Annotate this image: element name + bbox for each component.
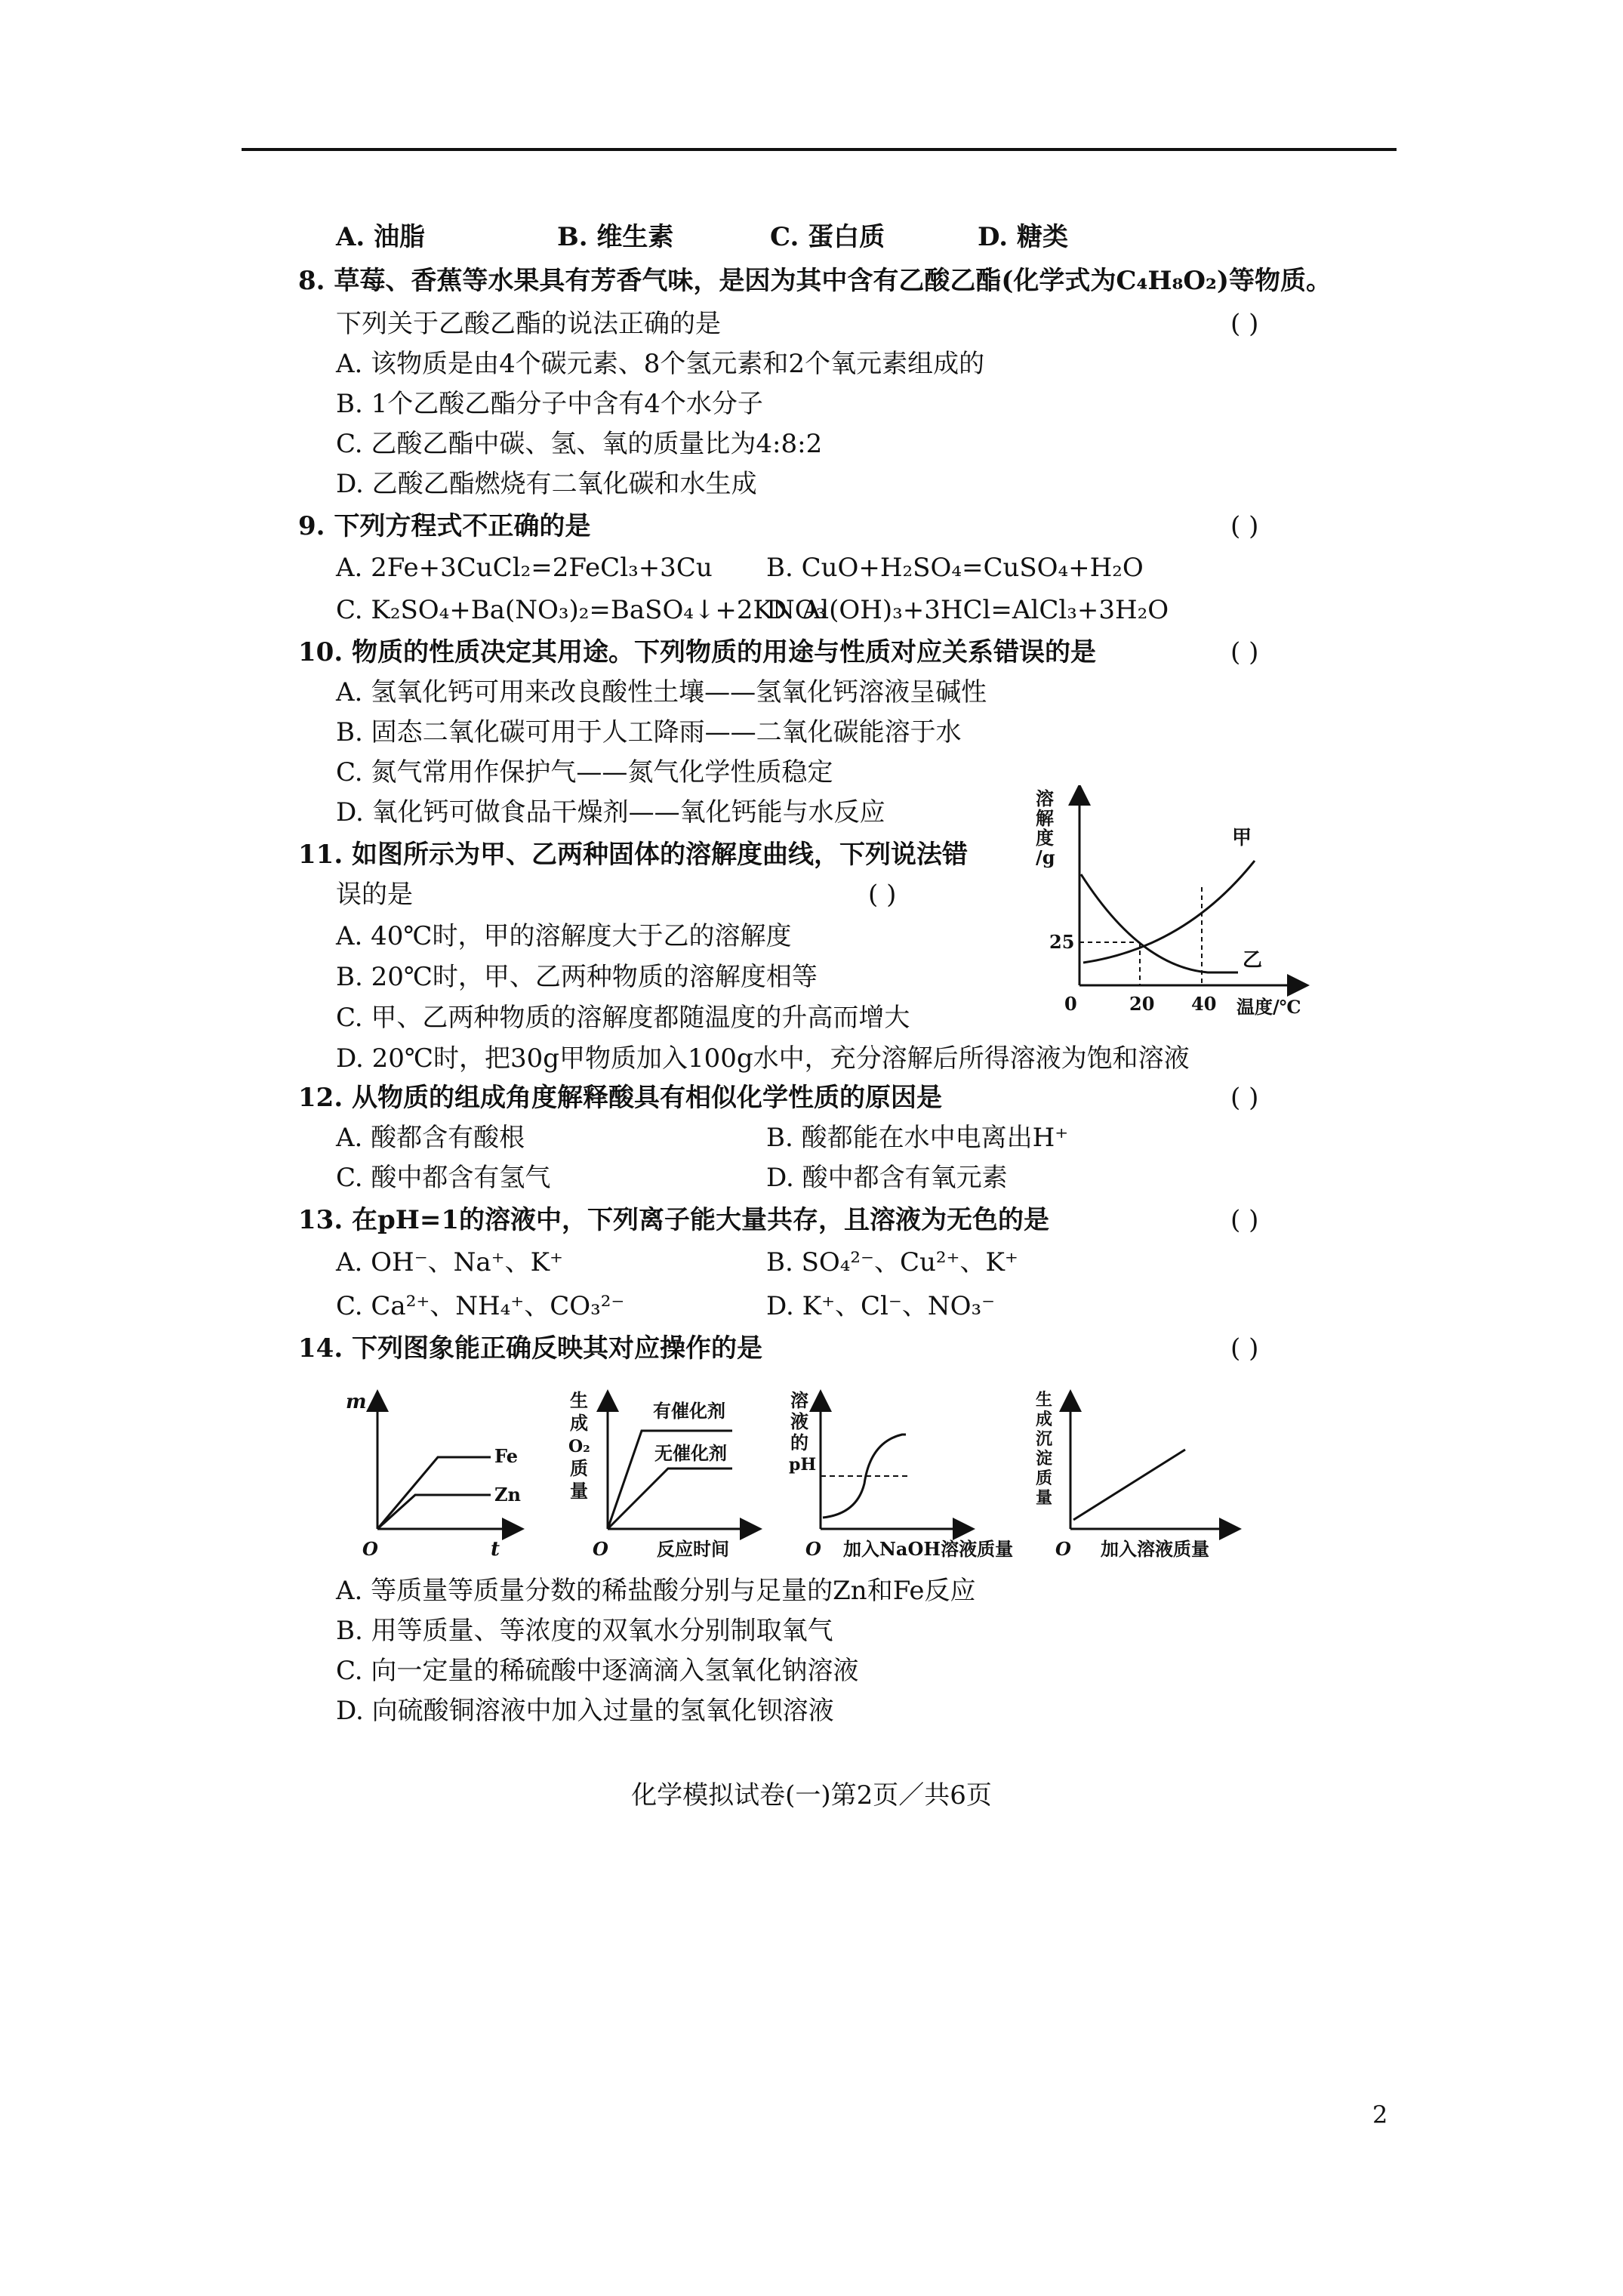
q12-option-c: C. 酸中都含有氢气 [336, 1163, 551, 1193]
q12-option-d: D. 酸中都含有氧元素 [766, 1163, 1008, 1193]
q11-label-yi: 乙 [1243, 949, 1263, 972]
q13-option-d: D. K⁺、Cl⁻、NO₃⁻ [766, 1291, 996, 1321]
q14b-origin: O [593, 1538, 608, 1560]
q12-option-a: A. 酸都含有酸根 [336, 1123, 525, 1153]
q11-option-a: A. 40℃时，甲的溶解度大于乙的溶解度 [336, 921, 792, 951]
q9-option-d: D. Al(OH)₃+3HCl=AlCl₃+3H₂O [766, 595, 1169, 625]
q7-option-c: C. 蛋白质 [770, 222, 885, 252]
q8-option-d: D. 乙酸乙酯燃烧有二氧化碳和水生成 [336, 469, 757, 499]
q9-option-c: C. K₂SO₄+Ba(NO₃)₂=BaSO₄↓+2KNO₃ [336, 595, 827, 625]
q9-stem: 9. 下列方程式不正确的是 [298, 511, 591, 541]
q10-option-b: B. 固态二氧化碳可用于人工降雨——二氧化碳能溶于水 [336, 717, 962, 747]
q14a-line-fe [377, 1457, 491, 1529]
q14d-ylabel-2: 成 [1036, 1410, 1053, 1429]
q11-solubility-chart [1034, 785, 1321, 1034]
q14d-ylabel-1: 生 [1036, 1390, 1053, 1410]
q13-answer-bracket: ( ) [1230, 1205, 1259, 1235]
q14-stem: 14. 下列图象能正确反映其对应操作的是 [298, 1333, 762, 1364]
q13-option-b: B. SO₄²⁻、Cu²⁺、K⁺ [766, 1247, 1018, 1277]
q14a-label-fe: Fe [494, 1445, 518, 1467]
q11-option-d: D. 20℃时，把30g甲物质加入100g水中，充分溶解后所得溶液为饱和溶液 [336, 1043, 1190, 1074]
page-number: 2 [1372, 2100, 1388, 2129]
q14-graph-d [1027, 1385, 1253, 1567]
q10-answer-bracket: ( ) [1230, 637, 1259, 667]
q14b-ylabel-3: O₂ [568, 1437, 590, 1456]
q10-option-d: D. 氧化钙可做食品干燥剂——氧化钙能与水反应 [336, 797, 885, 827]
q14a-line-zn [377, 1495, 491, 1529]
q10-option-a: A. 氢氧化钙可用来改良酸性土壤——氢氧化钙溶液呈碱性 [336, 677, 987, 707]
q14d-ylabel-5: 质 [1036, 1469, 1053, 1488]
q14b-label-nocatalyst: 无催化剂 [654, 1442, 727, 1464]
q14d-xlabel: 加入溶液质量 [1101, 1538, 1209, 1560]
q8-stem-cont: 下列关于乙酸乙酯的说法正确的是 [336, 309, 721, 339]
q9-answer-bracket: ( ) [1230, 511, 1259, 541]
q14b-label-catalyst: 有催化剂 [653, 1400, 725, 1422]
q14d-ylabel-4: 淀 [1036, 1449, 1053, 1469]
q10-stem: 10. 物质的性质决定其用途。下列物质的用途与性质对应关系错误的是 [298, 637, 1096, 667]
q14d-line [1073, 1450, 1185, 1520]
q11-option-c: C. 甲、乙两种物质的溶解度都随温度的升高而增大 [336, 1003, 910, 1033]
q14c-ylabel-4: pH [789, 1455, 817, 1475]
q12-answer-bracket: ( ) [1230, 1083, 1259, 1113]
q13-stem: 13. 在pH=1的溶液中，下列离子能大量共存，且溶液为无色的是 [298, 1205, 1050, 1235]
q8-stem: 8. 草莓、香蕉等水果具有芳香气味，是因为其中含有乙酸乙酯(化学式为C₄H₈O₂)等物质。 [298, 266, 1332, 296]
header-rule [242, 148, 1397, 151]
q14-option-c: C. 向一定量的稀硫酸中逐滴滴入氢氧化钠溶液 [336, 1656, 859, 1686]
q7-option-d: D. 糖类 [978, 222, 1068, 252]
q14-graph-b [562, 1385, 766, 1567]
q14-answer-bracket: ( ) [1230, 1333, 1259, 1364]
q14-graph-a [340, 1385, 536, 1567]
q12-option-b: B. 酸都能在水中电离出H⁺ [766, 1123, 1069, 1153]
q10-option-c: C. 氮气常用作保护气——氮气化学性质稳定 [336, 757, 833, 787]
q11-option-b: B. 20℃时，甲、乙两种物质的溶解度相等 [336, 962, 818, 992]
q14c-xlabel: 加入NaOH溶液质量 [843, 1538, 1014, 1560]
q13-option-c: C. Ca²⁺、NH₄⁺、CO₃²⁻ [336, 1291, 625, 1321]
q14a-label-zn: Zn [494, 1484, 521, 1505]
q14b-ylabel-1: 生 [570, 1389, 588, 1411]
q11-ylabel-4: /g [1036, 846, 1055, 868]
q11-answer-bracket: ( ) [868, 880, 897, 910]
q14b-ylabel-5: 量 [570, 1480, 588, 1502]
q7-option-b: B. 维生素 [557, 222, 674, 252]
q8-option-a: A. 该物质是由4个碳元素、8个氢元素和2个氧元素组成的 [336, 349, 985, 379]
q14c-origin: O [805, 1538, 821, 1560]
q9-option-b: B. CuO+H₂SO₄=CuSO₄+H₂O [766, 553, 1144, 583]
q11-xtick-20: 20 [1129, 993, 1155, 1015]
q14a-ylabel: m [346, 1391, 367, 1413]
q13-option-a: A. OH⁻、Na⁺、K⁺ [336, 1247, 563, 1277]
q14c-ylabel-1: 溶 [790, 1389, 808, 1411]
q9-option-a: A. 2Fe+3CuCl₂=2FeCl₃+3Cu [336, 553, 713, 583]
q8-option-b: B. 1个乙酸乙酯分子中含有4个水分子 [336, 389, 763, 419]
q14c-ylabel-2: 液 [790, 1410, 808, 1432]
q11-xtick-40: 40 [1191, 993, 1217, 1015]
q14-option-a: A. 等质量等质量分数的稀盐酸分别与足量的Zn和Fe反应 [336, 1576, 976, 1606]
q14c-ylabel-3: 的 [790, 1432, 808, 1453]
q8-answer-bracket: ( ) [1230, 309, 1259, 339]
q14b-ylabel-4: 质 [570, 1457, 588, 1479]
q14-graph-c [789, 1385, 1038, 1567]
q14b-ylabel-2: 成 [570, 1412, 588, 1434]
q14d-origin: O [1055, 1538, 1071, 1560]
q8-option-c: C. 乙酸乙酯中碳、氢、氧的质量比为4:8:2 [336, 429, 823, 459]
q11-stem: 11. 如图所示为甲、乙两种固体的溶解度曲线，下列说法错 [298, 840, 968, 870]
q14b-xlabel: 反应时间 [657, 1538, 729, 1560]
q11-ylabel-1: 溶 [1036, 787, 1054, 809]
q14d-ylabel-6: 量 [1036, 1488, 1053, 1508]
page-footer: 化学模拟试卷(一)第2页／共6页 [631, 1780, 992, 1811]
q11-xlabel: 温度/℃ [1236, 996, 1301, 1018]
q11-ylabel-2: 解 [1036, 807, 1054, 829]
q11-origin: 0 [1064, 993, 1077, 1015]
q14a-xlabel: t [491, 1538, 500, 1561]
q11-ytick-25: 25 [1049, 931, 1075, 953]
q14-option-d: D. 向硫酸铜溶液中加入过量的氢氧化钡溶液 [336, 1696, 834, 1726]
q11-ylabel-3: 度 [1036, 827, 1054, 849]
q14a-origin: O [362, 1538, 378, 1560]
q14-option-b: B. 用等质量、等浓度的双氧水分别制取氧气 [336, 1616, 833, 1646]
q11-stem-cont: 误的是 [336, 880, 413, 910]
q7-option-a: A. 油脂 [336, 222, 426, 252]
q12-stem: 12. 从物质的组成角度解释酸具有相似化学性质的原因是 [298, 1083, 942, 1113]
q14d-ylabel-3: 沉 [1036, 1429, 1053, 1449]
q11-label-jia: 甲 [1232, 827, 1252, 849]
